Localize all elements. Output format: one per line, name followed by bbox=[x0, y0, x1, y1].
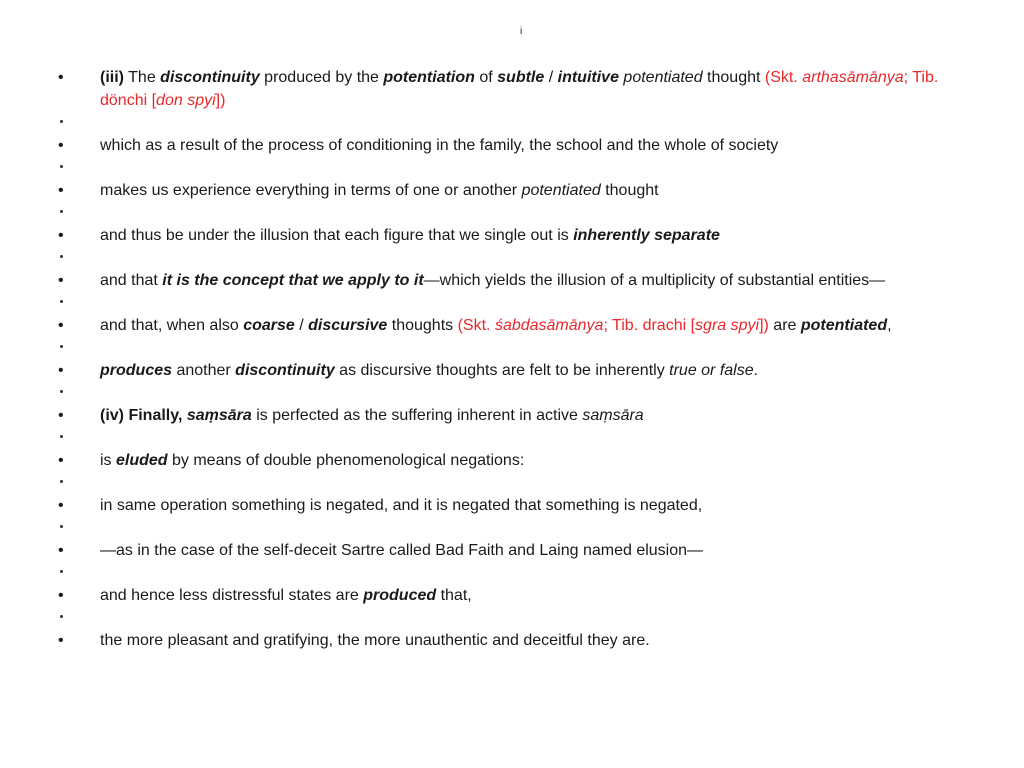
bullet-text-segment: produces bbox=[100, 362, 173, 379]
bullet-list bbox=[58, 66, 958, 652]
bullet-text-segment: don spyi bbox=[156, 92, 216, 109]
bullet-text-segment: inherently separate bbox=[573, 227, 720, 244]
bullet-text-segment: of bbox=[474, 69, 498, 86]
bullet-text-segment: eluded bbox=[116, 452, 168, 469]
spacer-dot bbox=[60, 165, 63, 168]
bullet-text-segment: thought bbox=[702, 69, 765, 86]
bullet-text-segment: which as a result of the process of conditioning in the family, the school and the whole of society bbox=[100, 137, 779, 154]
bullet-text-segment: ]) bbox=[759, 317, 769, 334]
spacer-dot bbox=[60, 210, 63, 213]
bullet-text-segment: as discursive thoughts are felt to be inherently bbox=[334, 362, 670, 379]
bullet-dot: • bbox=[58, 407, 64, 424]
bullet-text-segment: is bbox=[100, 452, 116, 469]
bullet-text-segment: thoughts bbox=[387, 317, 458, 334]
bullet-item bbox=[58, 539, 958, 562]
bullet-item bbox=[58, 66, 958, 112]
bullet-dot: • bbox=[58, 632, 64, 649]
spacer-dot bbox=[60, 435, 63, 438]
bullet-text-segment: true or false bbox=[669, 362, 754, 379]
bullet-item bbox=[58, 449, 958, 472]
bullet-text-segment: (iii) bbox=[100, 69, 124, 86]
spacer-dot bbox=[60, 525, 63, 528]
bullet-text-segment: by means of double phenomenological negations: bbox=[167, 452, 525, 469]
bullet-text-segment: coarse bbox=[243, 317, 295, 334]
bullet-text-segment: makes us experience everything in terms of one or another bbox=[100, 182, 522, 199]
bullet-text-segment: that, bbox=[436, 587, 472, 604]
bullet-text-segment: potentiated bbox=[521, 182, 601, 199]
bullet-text-segment: are bbox=[768, 317, 801, 334]
bullet-text-segment: (iv) Finally, bbox=[100, 407, 187, 424]
bullet-dot: • bbox=[58, 587, 64, 604]
bullet-item bbox=[58, 359, 958, 382]
bullet-text-segment: . bbox=[753, 362, 759, 379]
bullet-spacer bbox=[58, 202, 958, 224]
bullet-item bbox=[58, 629, 958, 652]
bullet-text-segment: it is the concept that we apply to it bbox=[162, 272, 424, 289]
bullet-text-segment: another bbox=[172, 362, 236, 379]
bullet-spacer bbox=[58, 247, 958, 269]
bullet-text-segment: in same operation something is negated, and it is negated that something is negated, bbox=[100, 497, 703, 514]
bullet-dot: • bbox=[58, 69, 64, 86]
bullet-text-segment: subtle bbox=[497, 69, 545, 86]
bullet-text-segment: sgra spyi bbox=[695, 317, 760, 334]
bullet-spacer bbox=[58, 112, 958, 134]
bullet-text-segment: , bbox=[887, 317, 892, 334]
bullet-item bbox=[58, 224, 958, 247]
bullet-text-segment: is perfected as the suffering inherent in active bbox=[251, 407, 583, 424]
bullet-text-segment: produced bbox=[363, 587, 437, 604]
bullet-item bbox=[58, 134, 958, 157]
spacer-dot bbox=[60, 615, 63, 618]
bullet-text-segment: saṃsāra bbox=[582, 407, 644, 424]
bullet-text-segment: —as in the case of the self-deceit Sartre called Bad Faith and Laing named elusion— bbox=[100, 542, 704, 559]
bullet-text-segment: (Skt. bbox=[764, 69, 803, 86]
bullet-text-segment: discontinuity bbox=[235, 362, 335, 379]
bullet-text-segment: / bbox=[544, 69, 558, 86]
bullet-spacer bbox=[58, 607, 958, 629]
bullet-item bbox=[58, 314, 958, 337]
page-marker: i bbox=[520, 26, 523, 37]
spacer-dot bbox=[60, 120, 63, 123]
bullet-item bbox=[58, 584, 958, 607]
bullet-dot: • bbox=[58, 272, 64, 289]
bullet-item bbox=[58, 494, 958, 517]
bullet-item bbox=[58, 404, 958, 427]
bullet-text-segment: and that bbox=[100, 272, 163, 289]
bullet-text-segment: ; Tib. drachi [ bbox=[603, 317, 696, 334]
bullet-dot: • bbox=[58, 182, 64, 199]
bullet-dot: • bbox=[58, 317, 64, 334]
bullet-text-segment: intuitive bbox=[557, 69, 619, 86]
bullet-text-segment: The bbox=[124, 69, 161, 86]
bullet-text-segment: and hence less distressful states are bbox=[100, 587, 364, 604]
spacer-dot bbox=[60, 390, 63, 393]
spacer-dot bbox=[60, 255, 63, 258]
bullet-spacer bbox=[58, 292, 958, 314]
spacer-dot bbox=[60, 300, 63, 303]
spacer-dot bbox=[60, 345, 63, 348]
bullet-spacer bbox=[58, 562, 958, 584]
bullet-text-segment: discontinuity bbox=[160, 69, 260, 86]
bullet-text-segment: saṃsāra bbox=[186, 407, 252, 424]
bullet-text-segment: (Skt. bbox=[457, 317, 495, 334]
bullet-text-segment: —which yields the illusion of a multiplicity of substantial entities— bbox=[423, 272, 886, 289]
bullet-item bbox=[58, 179, 958, 202]
bullet-spacer bbox=[58, 337, 958, 359]
bullet-text-segment: ; Tib. dönchi [ bbox=[100, 69, 939, 109]
bullet-dot: • bbox=[58, 137, 64, 154]
bullet-text-segment: produced by the bbox=[259, 69, 384, 86]
bullet-text-segment: the more pleasant and gratifying, the more unauthentic and deceitful they are. bbox=[100, 632, 650, 649]
bullet-spacer bbox=[58, 472, 958, 494]
bullet-text-segment: potentiated bbox=[800, 317, 888, 334]
bullet-text-segment: / bbox=[294, 317, 309, 334]
bullet-text-segment: potentiated bbox=[623, 69, 703, 86]
bullet-text-segment: śabdasāmānya bbox=[494, 317, 604, 334]
bullet-text-segment: discursive bbox=[308, 317, 388, 334]
bullet-text-segment: potentiation bbox=[383, 69, 475, 86]
bullet-text-segment: and thus be under the illusion that each figure that we single out is bbox=[100, 227, 574, 244]
spacer-dot bbox=[60, 480, 63, 483]
bullet-dot: • bbox=[58, 452, 64, 469]
bullet-text-segment: ]) bbox=[215, 92, 226, 109]
bullet-dot: • bbox=[58, 497, 64, 514]
bullet-item bbox=[58, 269, 958, 292]
spacer-dot bbox=[60, 570, 63, 573]
bullet-dot: • bbox=[58, 362, 64, 379]
bullet-spacer bbox=[58, 157, 958, 179]
bullet-dot: • bbox=[58, 227, 64, 244]
bullet-dot: • bbox=[58, 542, 64, 559]
bullet-spacer bbox=[58, 382, 958, 404]
bullet-spacer bbox=[58, 517, 958, 539]
bullet-text-segment: thought bbox=[600, 182, 659, 199]
bullet-spacer bbox=[58, 427, 958, 449]
bullet-text-segment: and that, when also bbox=[100, 317, 244, 334]
bullet-text-segment: arthasāmānya bbox=[802, 69, 904, 86]
